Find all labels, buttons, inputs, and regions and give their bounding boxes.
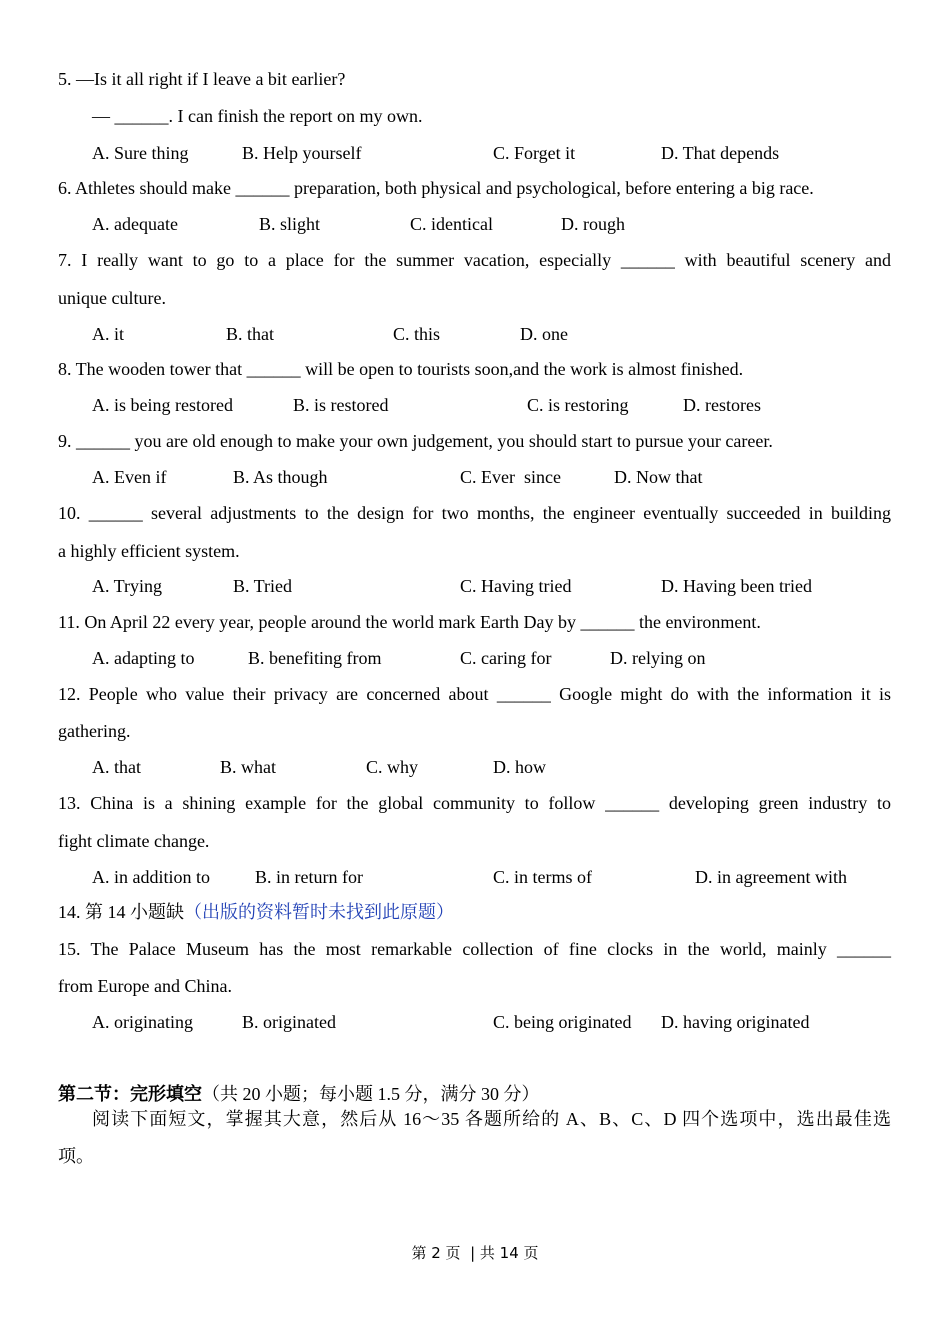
q9-option-a: A. Even if bbox=[92, 467, 167, 487]
q15-option-b: B. originated bbox=[242, 1012, 336, 1032]
q12-option-b: B. what bbox=[220, 757, 276, 777]
q9-option-c: C. Ever since bbox=[460, 467, 561, 487]
q6-option-d: D. rough bbox=[561, 214, 625, 234]
q10-option-d: D. Having been tried bbox=[661, 576, 812, 596]
q5-stem: 5. —Is it all right if I leave a bit earlier? bbox=[58, 69, 346, 89]
section2-title: 第二节：完形填空 bbox=[58, 1084, 202, 1104]
q12-option-c: C. why bbox=[366, 757, 419, 777]
q15-option-a: A. originating bbox=[92, 1012, 193, 1032]
q6-stem: 6. Athletes should make ______ preparation, both physical and psychological, before entering a big race. bbox=[58, 178, 814, 198]
q7-option-a: A. it bbox=[92, 324, 125, 344]
q15-option-d: D. having originated bbox=[661, 1012, 810, 1032]
q13-stem-line2: fight climate change. bbox=[58, 831, 210, 851]
q15-stem-line2: from Europe and China. bbox=[58, 976, 232, 996]
q10-option-a: A. Trying bbox=[92, 576, 163, 596]
q11-option-c: C. caring for bbox=[460, 648, 552, 668]
q14-line bbox=[58, 901, 454, 923]
q5-option-a: A. Sure thing bbox=[92, 143, 189, 163]
q13-stem-line1: 13. China is a shining example for the global community to follow ______ developing green industry to bbox=[58, 793, 891, 813]
q7-option-c: C. this bbox=[393, 324, 441, 344]
q13-option-c: C. in terms of bbox=[493, 867, 592, 887]
q11-option-d: D. relying on bbox=[610, 648, 706, 668]
q11-option-b: B. benefiting from bbox=[248, 648, 382, 668]
q10-option-b: B. Tried bbox=[233, 576, 293, 596]
q7-option-d: D. one bbox=[520, 324, 568, 344]
q12-option-a: A. that bbox=[92, 757, 141, 777]
q14-note: （出版的资料暂时未找到此原题） bbox=[184, 902, 454, 922]
q7-stem-line1: 7. I really want to go to a place for the summer vacation, especially ______ with beautiful scenery and bbox=[58, 250, 891, 270]
q13-option-d: D. in agreement with bbox=[695, 867, 847, 887]
q15-option-c: C. being originated bbox=[493, 1012, 632, 1032]
q10-option-c: C. Having tried bbox=[460, 576, 572, 596]
q9-stem: 9. ______ you are old enough to make your own judgement, you should start to pursue your career. bbox=[58, 431, 773, 451]
q7-option-b: B. that bbox=[226, 324, 274, 344]
q5-option-c: C. Forget it bbox=[493, 143, 576, 163]
q10-stem-line2: a highly efficient system. bbox=[58, 541, 240, 561]
section2-heading bbox=[58, 1083, 540, 1105]
section2-instruction-line2: 项。 bbox=[58, 1146, 94, 1166]
q12-stem-line1: 12. People who value their privacy are concerned about ______ Google might do with the information it is bbox=[58, 684, 891, 704]
q8-stem: 8. The wooden tower that ______ will be open to tourists soon,and the work is almost finished. bbox=[58, 359, 744, 379]
q13-option-a: A. in addition to bbox=[92, 867, 210, 887]
q8-option-b: B. is restored bbox=[293, 395, 389, 415]
q11-stem: 11. On April 22 every year, people around the world mark Earth Day by ______ the environment. bbox=[58, 612, 761, 632]
q8-option-a: A. is being restored bbox=[92, 395, 233, 415]
q12-stem-line2: gathering. bbox=[58, 721, 131, 741]
q13-option-b: B. in return for bbox=[255, 867, 363, 887]
q9-option-b: B. As though bbox=[233, 467, 328, 487]
q7-stem-line2: unique culture. bbox=[58, 288, 166, 308]
q6-option-a: A. adequate bbox=[92, 214, 178, 234]
q10-stem-line1: 10. ______ several adjustments to the design for two months, the engineer eventually succeeded in building bbox=[58, 503, 891, 523]
section2-instruction-line1: 阅读下面短文，掌握其大意，然后从 16～35 各题所给的 A、B、C、D 四个选项中，选出最佳选 bbox=[92, 1109, 891, 1129]
q12-option-d: D. how bbox=[493, 757, 546, 777]
page-footer: 第 2 页 | 共 14 页 bbox=[411, 1244, 539, 1262]
q8-option-d: D. restores bbox=[683, 395, 761, 415]
section2-subtitle: （共 20 小题；每小题 1.5 分，满分 30 分） bbox=[202, 1084, 540, 1104]
q8-option-c: C. is restoring bbox=[527, 395, 629, 415]
q6-option-c: C. identical bbox=[410, 214, 493, 234]
q5-reply: — ______. I can finish the report on my own. bbox=[92, 106, 423, 126]
q6-option-b: B. slight bbox=[259, 214, 321, 234]
q14-stem: 14. 第 14 小题缺 bbox=[58, 902, 184, 922]
q15-stem-line1: 15. The Palace Museum has the most remarkable collection of fine clocks in the world, mainly ______ bbox=[58, 939, 891, 959]
q5-option-b: B. Help yourself bbox=[242, 143, 362, 163]
q11-option-a: A. adapting to bbox=[92, 648, 195, 668]
q5-option-d: D. That depends bbox=[661, 143, 780, 163]
q9-option-d: D. Now that bbox=[614, 467, 703, 487]
